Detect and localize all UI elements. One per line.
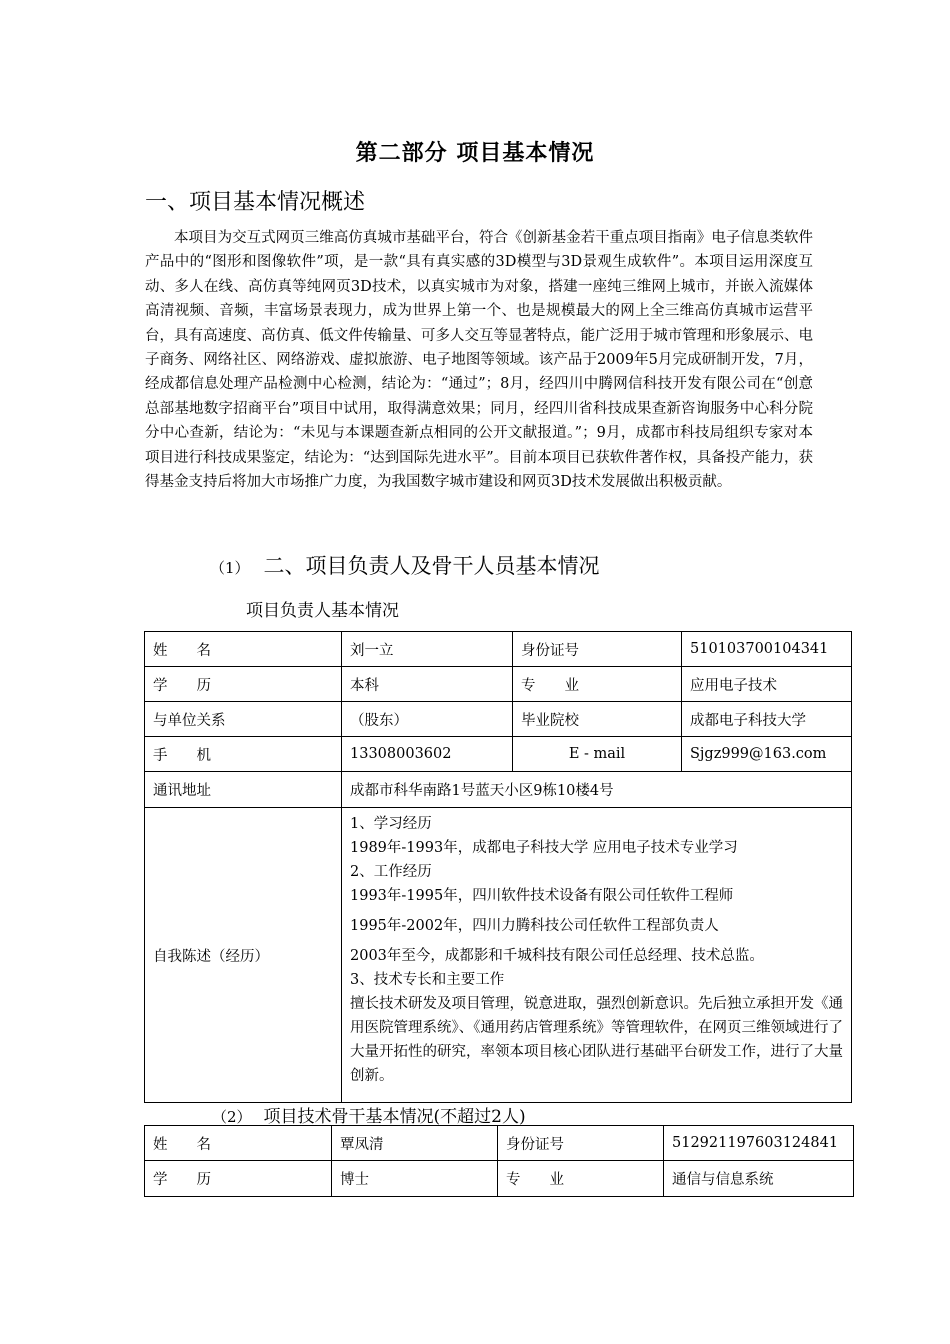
table-row (145, 632, 852, 667)
table-row (145, 1161, 854, 1197)
id-label: 身份证号 (513, 632, 682, 667)
section-number: （2） (212, 1108, 252, 1126)
page-title: 第二部分 项目基本情况 (355, 140, 595, 166)
section-number: （1） (210, 559, 250, 577)
edu-label: 学 历 (145, 667, 342, 702)
resume-content (342, 808, 852, 1103)
table-row (145, 808, 852, 1103)
study-item: 1989年-1993年，成都电子科技大学 应用电子技术专业学习 (350, 840, 738, 856)
address-value: 成都市科华南路1号蓝天小区9栋10楼4号 (342, 772, 852, 808)
name-value: 刘一立 (342, 632, 513, 667)
work-item: 1995年-2002年，四川力腾科技公司任软件工程部负责人 (350, 918, 719, 934)
email-label: E - mail (513, 737, 682, 772)
section-heading-personnel (210, 550, 600, 580)
id-label: 身份证号 (498, 1126, 664, 1161)
leader-table-caption: 项目负责人基本情况 (246, 601, 399, 621)
major-value: 通信与信息系统 (664, 1161, 854, 1197)
major-label: 专 业 (498, 1161, 664, 1197)
name-value: 覃凤清 (332, 1126, 498, 1161)
section-heading-members (212, 1102, 526, 1127)
study-title: 1、学习经历 (350, 816, 432, 832)
section-heading-text: 项目技术骨干基本情况(不超过2人) (263, 1107, 526, 1127)
relation-label: 与单位关系 (145, 702, 342, 737)
table-row (145, 772, 852, 808)
school-label: 毕业院校 (513, 702, 682, 737)
address-label: 通讯地址 (145, 772, 342, 808)
work-item: 2003年至今，成都影和千城科技有限公司任总经理、技术总监。 (350, 948, 764, 964)
section-heading-overview: 一、项目基本情况概述 (145, 190, 366, 215)
name-label: 姓 名 (145, 1126, 332, 1161)
table-row (145, 1126, 854, 1161)
overview-paragraph (145, 226, 813, 494)
work-item: 1993年-1995年，四川软件技术设备有限公司任软件工程师 (350, 888, 734, 904)
phone-label: 手 机 (145, 737, 342, 772)
relation-value: （股东） (342, 702, 513, 737)
major-label: 专 业 (513, 667, 682, 702)
skill-text: 擅长技术研发及项目管理，锐意进取，强烈创新意识。先后独立承担开发《通用医院管理系统》、《通用药店管理系统》等管理软件，在网页三维领域进行了大量开拓性的研究，率领本项目核心团队进行基础平台研发工作，进行了大量创新。 (350, 996, 843, 1084)
table-row (145, 737, 852, 772)
member-info-table (144, 1125, 854, 1197)
section-heading-text: 二、项目负责人及骨干人员基本情况 (263, 554, 600, 578)
table-row (145, 667, 852, 702)
id-value: 510103700104341 (682, 632, 852, 667)
table-row (145, 702, 852, 737)
major-value: 应用电子技术 (682, 667, 852, 702)
email-value: Sjgz999@163.com (682, 737, 852, 772)
edu-value: 博士 (332, 1161, 498, 1197)
resume-label: 自我陈述（经历） (145, 808, 342, 1103)
school-value: 成都电子科技大学 (682, 702, 852, 737)
overview-text: 本项目为交互式网页三维高仿真城市基础平台，符合《创新基金若干重点项目指南》电子信息类软件产品中的“图形和图像软件”项，是一款“具有真实感的3D模型与3D景观生成软件”。本项目运用深度互动、多人在线、高仿真等纯网页3D技术，以真实城市为对象，搭建一座纯三维网上城市，并嵌入流媒体高清视频、音频，丰富场景表现力，成为世界上第一个、也是规模最大的网上全三维高仿真城市运营平台，具有高速度、高仿真、低文件传输量、可多人交互等显著特点，能广泛用于城市管理和形象展示、电子商务、网络社区、网络游戏、虚拟旅游、电子地图等领域。该产品于2009年5月完成研制开发，7月，经成都信息处理产品检测中心检测，结论为：“通过”；8月，经四川中腾网信科技开发有限公司在“创意总部基地数字招商平台”项目中试用，取得满意效果；同月，经四川省科技成果查新咨询服务中心科分院分中心查新，结论为：“未见与本课题查新点相同的公开文献报道。”；9月，成都市科技局组织专家对本项目进行科技成果鉴定，结论为：“达到国际先进水平”。目前本项目已获软件著作权，具备投产能力，获得基金支持后将加大市场推广力度，为我国数字城市建设和网页3D技术发展做出积极贡献。 (145, 230, 813, 491)
phone-value: 13308003602 (342, 737, 513, 772)
skill-title: 3、技术专长和主要工作 (350, 972, 505, 988)
name-label: 姓 名 (145, 632, 342, 667)
id-value: 512921197603124841 (664, 1126, 854, 1161)
work-title: 2、工作经历 (350, 864, 432, 880)
edu-label: 学 历 (145, 1161, 332, 1197)
edu-value: 本科 (342, 667, 513, 702)
leader-info-table (144, 631, 852, 1103)
